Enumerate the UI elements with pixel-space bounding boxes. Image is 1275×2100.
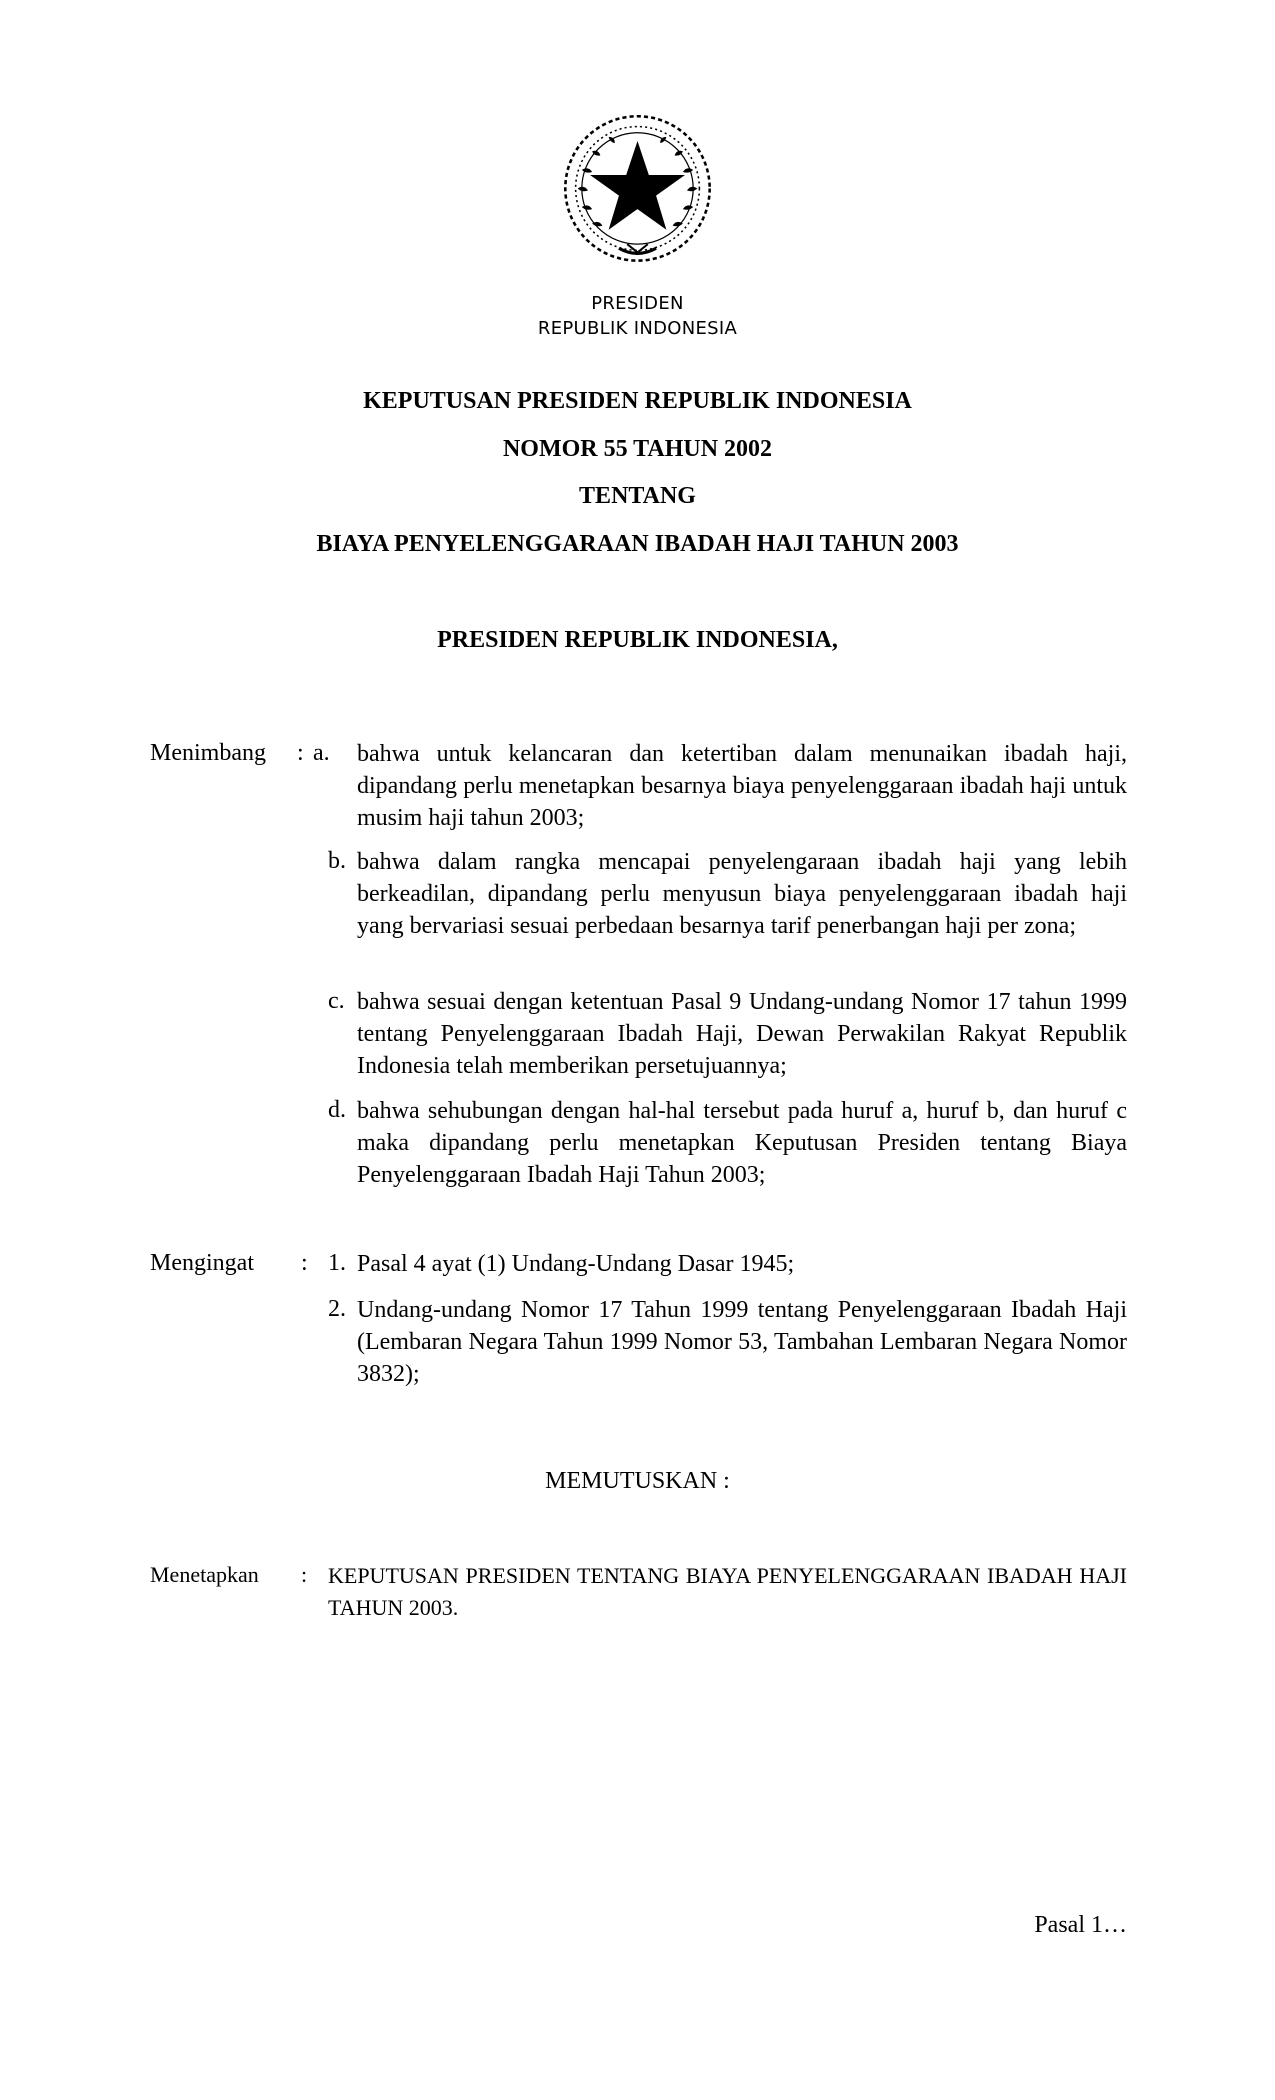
memutuskan-heading: MEMUTUSKAN : bbox=[545, 1468, 730, 1494]
menimbang-item-d: bahwa sehubungan dengan hal-hal tersebut pada huruf a, huruf b, dan huruf c maka dipandang perlu menetapkan Keputusan Presiden tentang Biaya Penyelenggaraan Ibadah Haji Tahun 2003; bbox=[357, 1098, 1127, 1188]
mengingat-colon: : bbox=[301, 1250, 308, 1276]
menimbang-marker-b: b. bbox=[328, 848, 346, 874]
mengingat-item-1: Pasal 4 ayat (1) Undang-Undang Dasar 1945; bbox=[357, 1251, 795, 1277]
menimbang-marker-d: d. bbox=[328, 1097, 346, 1123]
menimbang-item-c: bahwa sesuai dengan ketentuan Pasal 9 Undang-undang Nomor 17 tahun 1999 tentang Penyelenggaraan Ibadah Haji, Dewan Perwakilan Rakyat Republik Indonesia telah memberikan persetujuannya; bbox=[357, 989, 1127, 1079]
menimbang-marker-a: a. bbox=[313, 740, 330, 766]
kop-line-republik: REPUBLIK INDONESIA bbox=[537, 318, 738, 339]
mengingat-label: Mengingat bbox=[150, 1250, 254, 1276]
document-title: KEPUTUSAN PRESIDEN REPUBLIK INDONESIA bbox=[363, 388, 912, 414]
mengingat-item-2: Undang-undang Nomor 17 Tahun 1999 tentang Penyelenggaraan Ibadah Haji (Lembaran Negara Tahun 1999 Nomor 53, Tambahan Lembaran Negara Nomor 3832); bbox=[357, 1297, 1127, 1387]
menetapkan-text: KEPUTUSAN PRESIDEN TENTANG BIAYA PENYELENGGARAAN IBADAH HAJI TAHUN 2003. bbox=[328, 1563, 1127, 1620]
menimbang-label: Menimbang bbox=[150, 740, 266, 766]
menimbang-item-a: bahwa untuk kelancaran dan ketertiban dalam menunaikan ibadah haji, dipandang perlu menetapkan besarnya biaya penyelenggaraan ibadah haji untuk musim haji tahun 2003; bbox=[357, 741, 1127, 831]
document-subject: BIAYA PENYELENGGARAAN IBADAH HAJI TAHUN 2003 bbox=[316, 531, 959, 557]
kop-line-presiden: PRESIDEN bbox=[591, 293, 684, 314]
mengingat-marker-1: 1. bbox=[328, 1250, 346, 1276]
menetapkan-colon: : bbox=[301, 1562, 308, 1587]
menimbang-item-b: bahwa dalam rangka mencapai penyelengaraan ibadah haji yang lebih berkeadilan, dipandang perlu menyusun biaya penyelenggaraan ibadah haji yang bervariasi sesuai perbedaan besarnya tarif penerbangan haji per zona; bbox=[357, 849, 1127, 939]
menimbang-marker-c: c. bbox=[328, 988, 345, 1014]
mengingat-marker-2: 2. bbox=[328, 1296, 346, 1322]
menimbang-colon: : bbox=[297, 740, 304, 766]
presidential-emblem bbox=[555, 108, 720, 273]
next-page-indicator: Pasal 1… bbox=[1034, 1912, 1127, 1938]
document-about: TENTANG bbox=[579, 483, 696, 509]
issuer-heading: PRESIDEN REPUBLIK INDONESIA, bbox=[437, 627, 838, 653]
menetapkan-label: Menetapkan bbox=[150, 1562, 259, 1587]
document-number: NOMOR 55 TAHUN 2002 bbox=[502, 436, 773, 462]
